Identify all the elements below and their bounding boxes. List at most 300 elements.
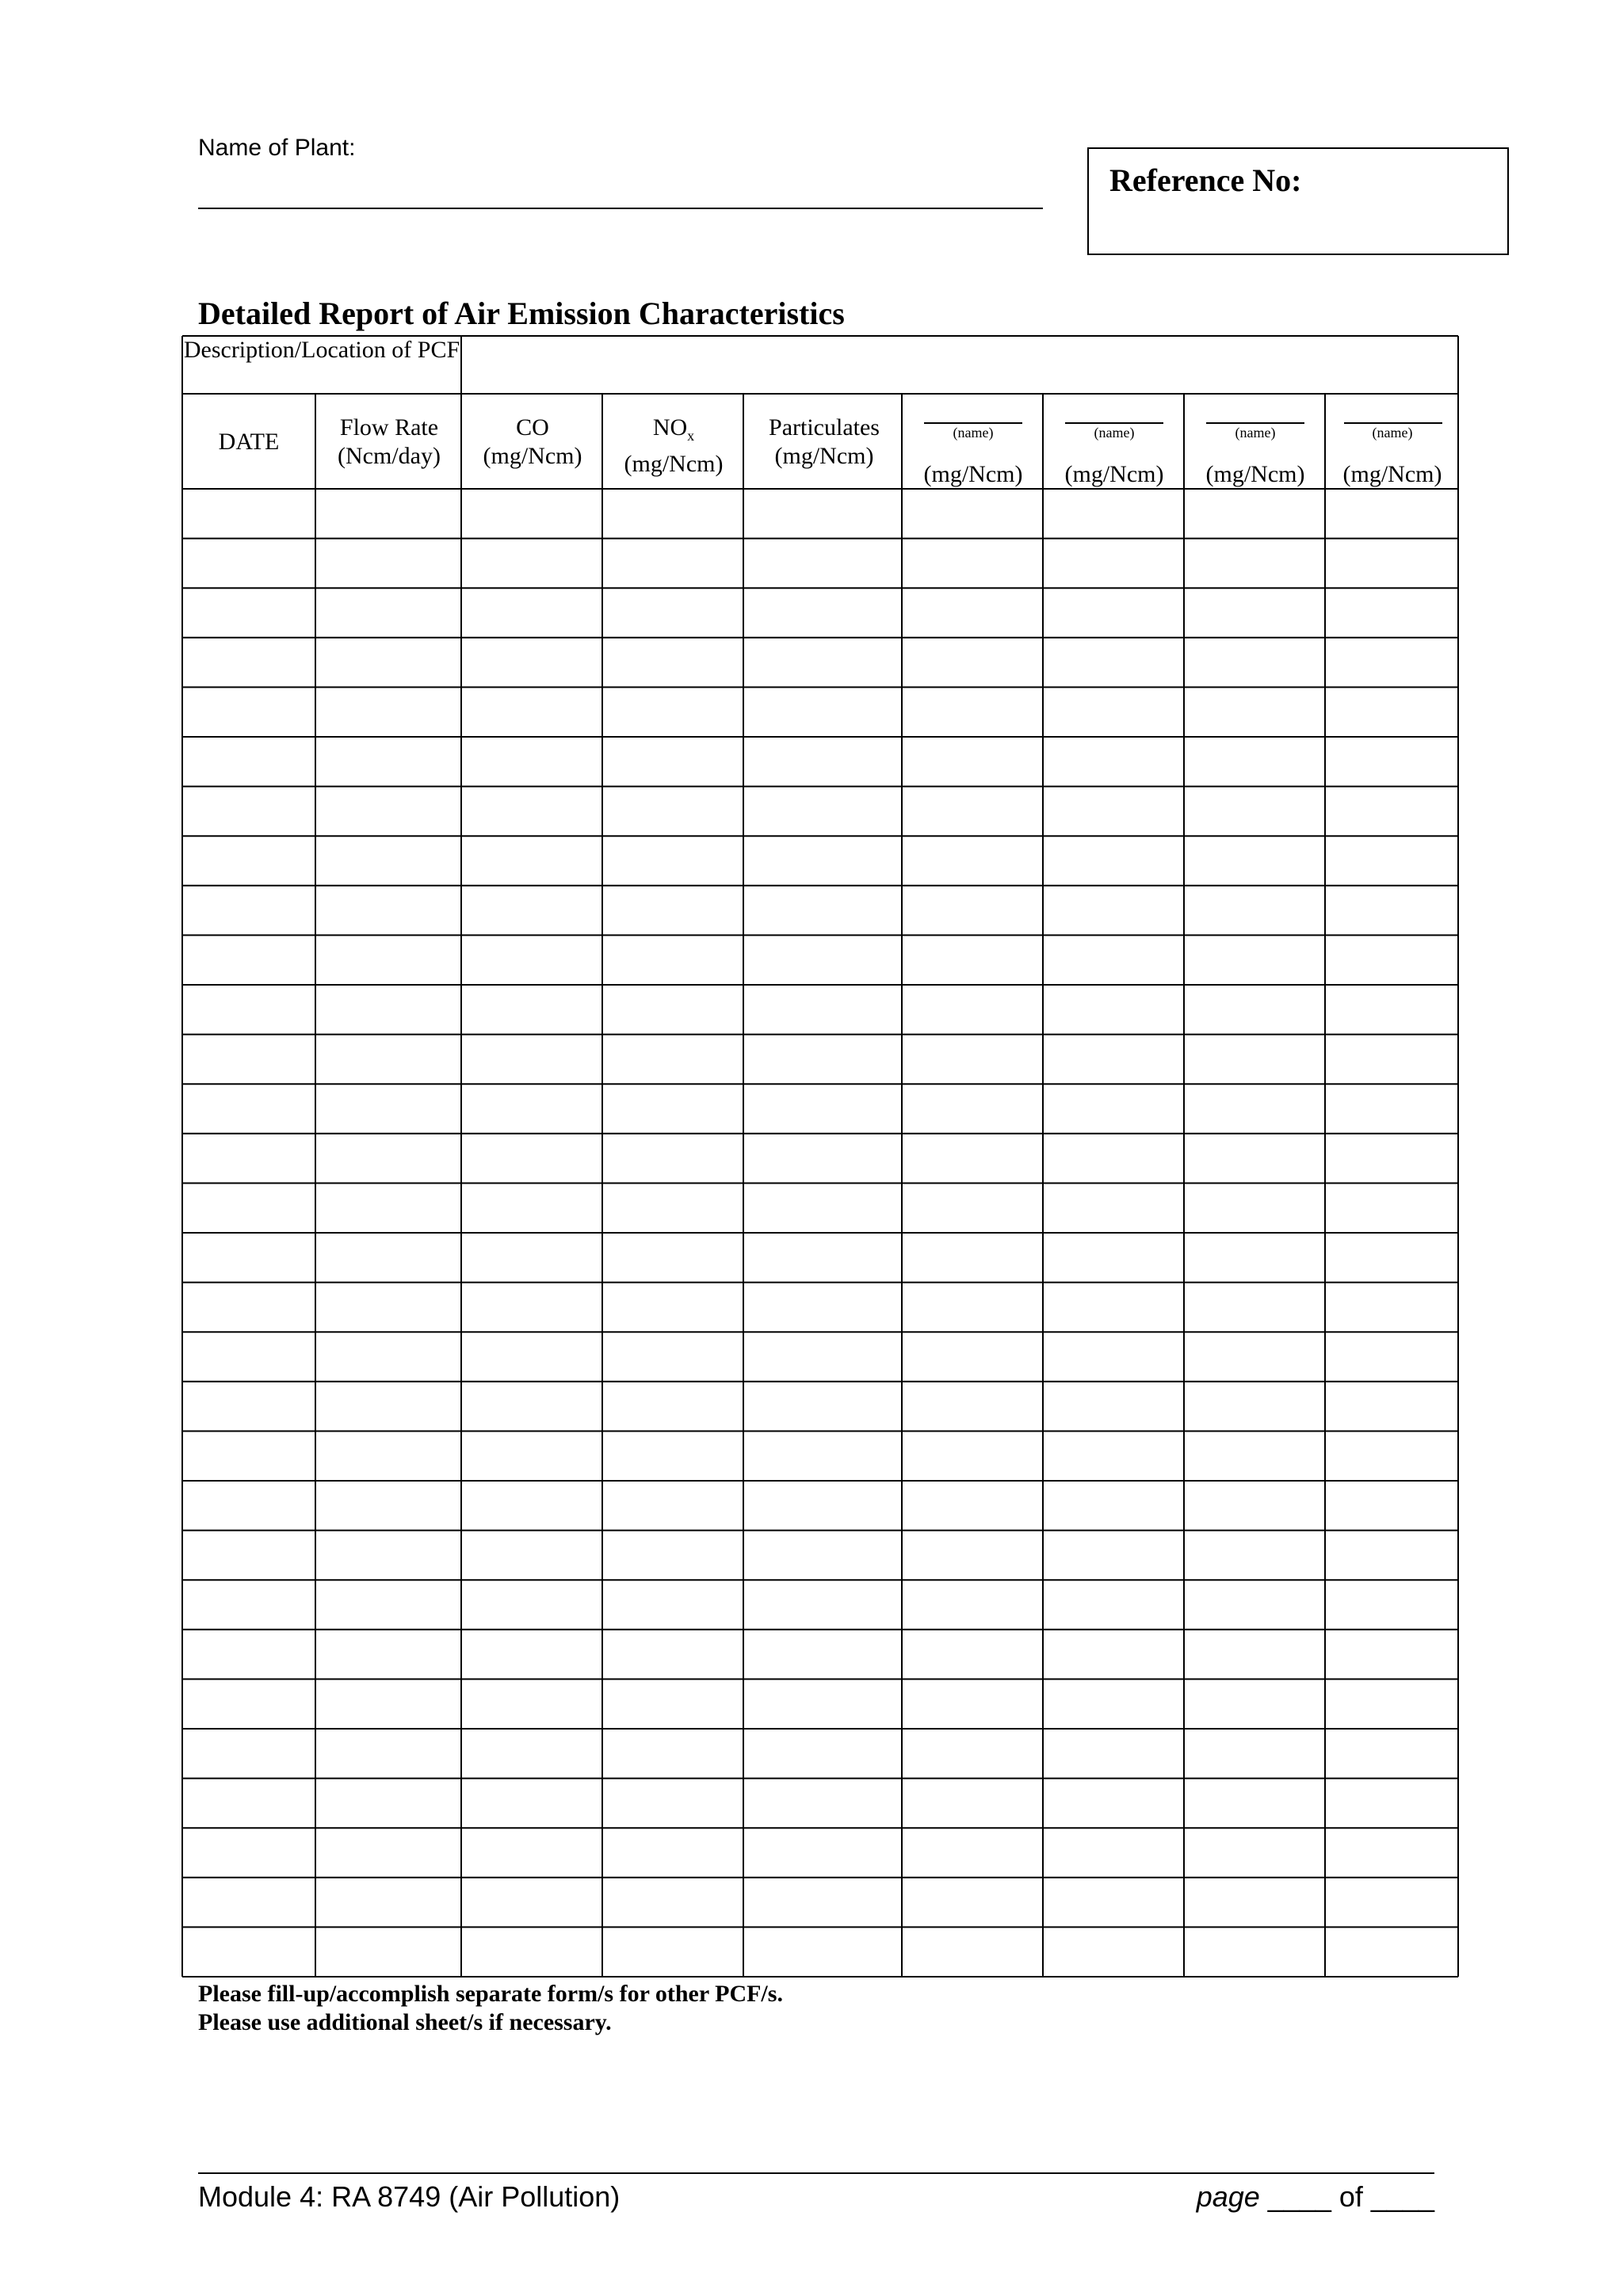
note-separate-forms: Please fill-up/accomplish separate form/s for other PCF/s. — [198, 1981, 783, 2007]
table-cell[interactable] — [903, 936, 1041, 983]
table-cell[interactable] — [463, 887, 601, 934]
table-cell[interactable] — [1327, 1085, 1457, 1132]
table-cell[interactable] — [903, 688, 1041, 735]
table-cell[interactable] — [745, 986, 900, 1033]
table-cell[interactable] — [1186, 986, 1323, 1033]
table-cell[interactable] — [1186, 1829, 1323, 1876]
table-cell[interactable] — [463, 1879, 601, 1926]
table-cell[interactable] — [604, 936, 742, 983]
table-cell[interactable] — [184, 1234, 314, 1281]
table-cell[interactable] — [1327, 1234, 1457, 1281]
table-cell[interactable] — [903, 788, 1041, 835]
table-cell[interactable] — [184, 986, 314, 1033]
table-cell[interactable] — [745, 1631, 900, 1678]
table-cell[interactable] — [463, 837, 601, 884]
table-cell[interactable] — [745, 1829, 900, 1876]
table-cell[interactable] — [463, 688, 601, 735]
table-cell[interactable] — [1044, 986, 1182, 1033]
table-cell[interactable] — [1044, 1879, 1182, 1926]
table-cell[interactable] — [604, 1333, 742, 1380]
table-cell[interactable] — [1186, 1284, 1323, 1331]
table-cell[interactable] — [745, 1333, 900, 1380]
table-cell[interactable] — [317, 1780, 460, 1827]
table-cell[interactable] — [1044, 1482, 1182, 1529]
table-cell[interactable] — [1044, 1184, 1182, 1231]
table-cell[interactable] — [1044, 639, 1182, 686]
table-cell[interactable] — [1044, 936, 1182, 983]
table-cell[interactable] — [1327, 1879, 1457, 1926]
table-cell[interactable] — [1327, 1730, 1457, 1777]
table-cell[interactable] — [317, 1184, 460, 1231]
table-cell[interactable] — [317, 540, 460, 587]
table-cell[interactable] — [1327, 1581, 1457, 1628]
table-cell[interactable] — [604, 1036, 742, 1083]
table-cell[interactable] — [184, 1184, 314, 1231]
table-cell[interactable] — [1044, 788, 1182, 835]
table-cell[interactable] — [463, 1432, 601, 1479]
table-cell[interactable] — [903, 1730, 1041, 1777]
extra-pollutant-2-name-hint: (name) — [1094, 425, 1135, 441]
table-cell[interactable] — [903, 837, 1041, 884]
table-cell[interactable] — [745, 1184, 900, 1231]
nox-label: $NO_x$ — [652, 414, 695, 444]
table-cell[interactable] — [745, 1581, 900, 1628]
table-cell[interactable] — [903, 1383, 1041, 1430]
extra-pollutant-1-name-field[interactable] — [924, 422, 1022, 424]
table-cell[interactable] — [1044, 738, 1182, 785]
table-cell[interactable] — [1327, 1680, 1457, 1727]
table-cell[interactable] — [745, 1532, 900, 1579]
table-cell[interactable] — [903, 887, 1041, 934]
table-cell[interactable] — [317, 1532, 460, 1579]
table-cell[interactable] — [317, 1482, 460, 1529]
table-cell[interactable] — [463, 1928, 601, 1975]
table-cell[interactable] — [745, 589, 900, 636]
table-cell[interactable] — [317, 936, 460, 983]
table-cell[interactable] — [604, 1680, 742, 1727]
table-cell[interactable] — [463, 1631, 601, 1678]
column-header-flow-rate — [317, 414, 461, 471]
table-cell[interactable] — [1044, 1829, 1182, 1876]
table-cell[interactable] — [1044, 1234, 1182, 1281]
table-cell[interactable] — [903, 540, 1041, 587]
table-cell[interactable] — [1186, 1928, 1323, 1975]
extra-pollutant-3-name-field[interactable] — [1206, 422, 1304, 424]
footer-module-label: Module 4: RA 8749 (Air Pollution) — [198, 2180, 621, 2213]
table-cell[interactable] — [317, 589, 460, 636]
table-cell[interactable] — [317, 1928, 460, 1975]
table-cell[interactable] — [1186, 540, 1323, 587]
table-cell[interactable] — [745, 1730, 900, 1777]
table-cell[interactable] — [604, 1284, 742, 1331]
plant-name-field[interactable] — [198, 208, 1043, 209]
table-cell[interactable] — [745, 1036, 900, 1083]
column-header-nox — [604, 414, 743, 479]
table-cell[interactable] — [1044, 1432, 1182, 1479]
table-cell[interactable] — [1044, 1333, 1182, 1380]
footer-of-blank[interactable]: ____ — [1362, 2180, 1434, 2213]
table-cell[interactable] — [604, 1928, 742, 1975]
table-cell[interactable] — [903, 1780, 1041, 1827]
table-cell[interactable] — [1186, 688, 1323, 735]
table-cell[interactable] — [1327, 688, 1457, 735]
table-cell[interactable] — [1044, 1532, 1182, 1579]
table-cell[interactable] — [1186, 1730, 1323, 1777]
table-cell[interactable] — [745, 540, 900, 587]
table-cell[interactable] — [1327, 540, 1457, 587]
table-cell[interactable] — [1327, 1284, 1457, 1331]
table-cell[interactable] — [604, 540, 742, 587]
table-cell[interactable] — [1044, 1383, 1182, 1430]
table-cell[interactable] — [903, 1333, 1041, 1380]
table-cell[interactable] — [903, 490, 1041, 537]
table-cell[interactable] — [1044, 837, 1182, 884]
table-cell[interactable] — [604, 1234, 742, 1281]
table-cell[interactable] — [463, 1284, 601, 1331]
table-cell[interactable] — [1186, 1581, 1323, 1628]
table-cell[interactable] — [463, 1730, 601, 1777]
extra-pollutant-1-unit: (mg/Ncm) — [923, 461, 1023, 487]
table-cell[interactable] — [317, 688, 460, 735]
table-cell[interactable] — [463, 788, 601, 835]
table-cell[interactable] — [1044, 887, 1182, 934]
table-cell[interactable] — [184, 540, 314, 587]
table-cell[interactable] — [184, 589, 314, 636]
table-cell[interactable] — [317, 1284, 460, 1331]
table-cell[interactable] — [1044, 1284, 1182, 1331]
table-cell[interactable] — [317, 1730, 460, 1777]
table-cell[interactable] — [903, 738, 1041, 785]
table-cell[interactable] — [463, 738, 601, 785]
table-cell[interactable] — [745, 1085, 900, 1132]
table-cell[interactable] — [317, 1581, 460, 1628]
table-cell[interactable] — [745, 1432, 900, 1479]
particulates-unit: (mg/Ncm) — [774, 443, 874, 469]
table-cell[interactable] — [1044, 1036, 1182, 1083]
table-cell[interactable] — [1327, 1532, 1457, 1579]
table-cell[interactable] — [184, 837, 314, 884]
table-cell[interactable] — [1044, 1928, 1182, 1975]
footer-divider — [198, 2172, 1434, 2174]
table-cell[interactable] — [184, 1383, 314, 1430]
table-cell[interactable] — [184, 1432, 314, 1479]
table-cell[interactable] — [1186, 738, 1323, 785]
table-cell[interactable] — [903, 986, 1041, 1033]
co-unit: (mg/Ncm) — [483, 443, 582, 469]
table-cell[interactable] — [1186, 1432, 1323, 1479]
table-cell[interactable] — [317, 1432, 460, 1479]
table-cell[interactable] — [463, 1333, 601, 1380]
table-cell[interactable] — [604, 1482, 742, 1529]
nox-unit: (mg/Ncm) — [624, 451, 724, 477]
table-cell[interactable] — [903, 1581, 1041, 1628]
table-cell[interactable] — [903, 1482, 1041, 1529]
table-cell[interactable] — [745, 1135, 900, 1182]
table-cell[interactable] — [1327, 837, 1457, 884]
table-cell[interactable] — [604, 837, 742, 884]
table-cell[interactable] — [1327, 986, 1457, 1033]
table-cell[interactable] — [903, 589, 1041, 636]
table-cell[interactable] — [745, 738, 900, 785]
reference-number-box[interactable] — [1087, 147, 1509, 255]
table-cell[interactable] — [604, 490, 742, 537]
table-cell[interactable] — [903, 1829, 1041, 1876]
table-cell[interactable] — [463, 1482, 601, 1529]
table-cell[interactable] — [184, 688, 314, 735]
table-cell[interactable] — [903, 1085, 1041, 1132]
table-cell[interactable] — [184, 738, 314, 785]
table-cell[interactable] — [184, 1581, 314, 1628]
table-cell[interactable] — [903, 1879, 1041, 1926]
table-cell[interactable] — [1186, 589, 1323, 636]
table-cell[interactable] — [463, 1085, 601, 1132]
table-cell[interactable] — [745, 1680, 900, 1727]
table-cell[interactable] — [604, 1532, 742, 1579]
table-cell[interactable] — [317, 1085, 460, 1132]
table-cell[interactable] — [745, 887, 900, 934]
table-cell[interactable] — [317, 738, 460, 785]
table-cell[interactable] — [317, 1631, 460, 1678]
table-cell[interactable] — [1327, 1432, 1457, 1479]
table-cell[interactable] — [463, 1680, 601, 1727]
table-cell[interactable] — [184, 1284, 314, 1331]
table-cell[interactable] — [604, 1184, 742, 1231]
table-cell[interactable] — [317, 639, 460, 686]
table-cell[interactable] — [604, 1432, 742, 1479]
table-cell[interactable] — [1044, 1135, 1182, 1182]
table-cell[interactable] — [1186, 1135, 1323, 1182]
table-cell[interactable] — [463, 936, 601, 983]
table-cell[interactable] — [745, 1482, 900, 1529]
table-cell[interactable] — [463, 1135, 601, 1182]
table-cell[interactable] — [604, 1780, 742, 1827]
table-cell[interactable] — [317, 1879, 460, 1926]
table-cell[interactable] — [317, 788, 460, 835]
table-cell[interactable] — [604, 1383, 742, 1430]
table-cell[interactable] — [184, 1928, 314, 1975]
table-cell[interactable] — [1327, 788, 1457, 835]
table-cell[interactable] — [1186, 1184, 1323, 1231]
table-cell[interactable] — [745, 1928, 900, 1975]
table-cell[interactable] — [184, 887, 314, 934]
table-cell[interactable] — [745, 688, 900, 735]
table-cell[interactable] — [903, 1928, 1041, 1975]
table-cell[interactable] — [184, 639, 314, 686]
table-cell[interactable] — [604, 1879, 742, 1926]
table-cell[interactable] — [184, 1135, 314, 1182]
table-cell[interactable] — [1186, 1631, 1323, 1678]
table-cell[interactable] — [184, 1780, 314, 1827]
table-cell[interactable] — [1327, 1829, 1457, 1876]
table-cell[interactable] — [463, 589, 601, 636]
table-cell[interactable] — [317, 837, 460, 884]
table-cell[interactable] — [1044, 1581, 1182, 1628]
table-cell[interactable] — [903, 1036, 1041, 1083]
table-cell[interactable] — [317, 887, 460, 934]
table-cell[interactable] — [1327, 490, 1457, 537]
table-cell[interactable] — [463, 1036, 601, 1083]
table-cell[interactable] — [184, 1085, 314, 1132]
table-cell[interactable] — [745, 1780, 900, 1827]
table-cell[interactable] — [184, 1730, 314, 1777]
footer-of-word: of — [1338, 2180, 1363, 2213]
table-cell[interactable] — [1186, 1383, 1323, 1430]
table-cell[interactable] — [1044, 688, 1182, 735]
table-cell[interactable] — [1327, 1135, 1457, 1182]
table-cell[interactable] — [745, 1284, 900, 1331]
table-cell[interactable] — [1044, 1631, 1182, 1678]
table-cell[interactable] — [1327, 1184, 1457, 1231]
table-cell[interactable] — [903, 1631, 1041, 1678]
table-cell[interactable] — [604, 986, 742, 1033]
table-cell[interactable] — [745, 788, 900, 835]
table-cell[interactable] — [317, 1036, 460, 1083]
table-cell[interactable] — [317, 1680, 460, 1727]
table-cell[interactable] — [1327, 936, 1457, 983]
table-cell[interactable] — [604, 1135, 742, 1182]
table-cell[interactable] — [1044, 540, 1182, 587]
table-cell[interactable] — [317, 1829, 460, 1876]
table-cell[interactable] — [604, 788, 742, 835]
description-location-field[interactable] — [463, 337, 1458, 394]
table-cell[interactable] — [317, 1383, 460, 1430]
table-cell[interactable] — [1186, 1482, 1323, 1529]
table-cell[interactable] — [184, 1631, 314, 1678]
table-cell[interactable] — [903, 1234, 1041, 1281]
extra-pollutant-2-name-field[interactable] — [1065, 422, 1163, 424]
table-cell[interactable] — [745, 1234, 900, 1281]
table-cell[interactable] — [604, 1730, 742, 1777]
description-location-label: Description/Location of PCF — [183, 337, 460, 363]
table-cell[interactable] — [604, 639, 742, 686]
table-cell[interactable] — [604, 589, 742, 636]
table-cell[interactable] — [1186, 887, 1323, 934]
table-cell[interactable] — [1327, 639, 1457, 686]
table-cell[interactable] — [317, 1333, 460, 1380]
table-cell[interactable] — [1327, 1036, 1457, 1083]
table-cell[interactable] — [1044, 1085, 1182, 1132]
table-cell[interactable] — [463, 1383, 601, 1430]
table-cell[interactable] — [184, 936, 314, 983]
table-cell[interactable] — [1186, 1680, 1323, 1727]
table-cell[interactable] — [184, 1532, 314, 1579]
table-cell[interactable] — [463, 540, 601, 587]
table-cell[interactable] — [903, 639, 1041, 686]
table-cell[interactable] — [903, 1135, 1041, 1182]
table-cell[interactable] — [1327, 1631, 1457, 1678]
table-cell[interactable] — [604, 1829, 742, 1876]
table-cell[interactable] — [317, 1234, 460, 1281]
table-cell[interactable] — [745, 936, 900, 983]
table-cell[interactable] — [463, 1184, 601, 1231]
table-cell[interactable] — [903, 1680, 1041, 1727]
table-cell[interactable] — [1186, 837, 1323, 884]
report-title: Detailed Report of Air Emission Characteristics — [198, 296, 845, 331]
table-cell[interactable] — [1186, 1879, 1323, 1926]
table-cell[interactable] — [463, 1780, 601, 1827]
table-cell[interactable] — [1044, 1730, 1182, 1777]
table-cell[interactable] — [1186, 490, 1323, 537]
column-header-date: DATE — [218, 429, 280, 455]
table-cell[interactable] — [463, 1234, 601, 1281]
table-cell[interactable] — [184, 490, 314, 537]
extra-pollutant-3-unit: (mg/Ncm) — [1205, 461, 1305, 487]
table-cell[interactable] — [1044, 490, 1182, 537]
table-cell[interactable] — [903, 1284, 1041, 1331]
table-cell[interactable] — [1327, 1333, 1457, 1380]
table-cell[interactable] — [463, 639, 601, 686]
table-cell[interactable] — [1186, 936, 1323, 983]
table-cell[interactable] — [184, 1482, 314, 1529]
table-cell[interactable] — [463, 1829, 601, 1876]
table-cell[interactable] — [184, 1829, 314, 1876]
table-cell[interactable] — [463, 1581, 601, 1628]
table-cell[interactable] — [1186, 639, 1323, 686]
table-cell[interactable] — [1186, 1780, 1323, 1827]
table-cell[interactable] — [1186, 1333, 1323, 1380]
table-cell[interactable] — [1327, 887, 1457, 934]
table-cell[interactable] — [1186, 1036, 1323, 1083]
table-cell[interactable] — [903, 1532, 1041, 1579]
extra-pollutant-4-name-field[interactable] — [1344, 422, 1442, 424]
table-cell[interactable] — [604, 688, 742, 735]
table-cell[interactable] — [317, 986, 460, 1033]
reference-number-label: Reference No: — [1109, 162, 1302, 198]
particulates-label: Particulates — [769, 414, 880, 441]
table-cell[interactable] — [604, 1581, 742, 1628]
table-cell[interactable] — [745, 1879, 900, 1926]
table-cell[interactable] — [463, 986, 601, 1033]
table-cell[interactable] — [184, 788, 314, 835]
table-cell[interactable] — [604, 1085, 742, 1132]
table-cell[interactable] — [317, 1135, 460, 1182]
table-cell[interactable] — [1327, 1383, 1457, 1430]
table-cell[interactable] — [463, 1532, 601, 1579]
plant-name-label: Name of Plant: — [198, 135, 356, 161]
table-cell[interactable] — [1327, 1482, 1457, 1529]
extra-pollutant-4-name-hint: (name) — [1372, 425, 1413, 441]
table-cell[interactable] — [1186, 1532, 1323, 1579]
table-cell[interactable] — [184, 1879, 314, 1926]
table-cell[interactable] — [604, 887, 742, 934]
table-cell[interactable] — [463, 490, 601, 537]
table-cell[interactable] — [184, 1680, 314, 1727]
table-cell[interactable] — [1186, 1234, 1323, 1281]
table-cell[interactable] — [1327, 1780, 1457, 1827]
table-cell[interactable] — [184, 1036, 314, 1083]
table-cell[interactable] — [1044, 1680, 1182, 1727]
table-cell[interactable] — [604, 738, 742, 785]
table-cell[interactable] — [1044, 589, 1182, 636]
table-cell[interactable] — [745, 837, 900, 884]
table-cell[interactable] — [745, 490, 900, 537]
table-cell[interactable] — [1044, 1780, 1182, 1827]
table-cell[interactable] — [1327, 589, 1457, 636]
table-cell[interactable] — [903, 1432, 1041, 1479]
table-cell[interactable] — [1186, 788, 1323, 835]
table-cell[interactable] — [1327, 738, 1457, 785]
table-cell[interactable] — [317, 490, 460, 537]
table-cell[interactable] — [1327, 1928, 1457, 1975]
extra-pollutant-3-name-hint: (name) — [1235, 425, 1276, 441]
table-cell[interactable] — [604, 1631, 742, 1678]
table-cell[interactable] — [903, 1184, 1041, 1231]
footer-page-blank[interactable]: ____ — [1259, 2180, 1339, 2213]
table-cell[interactable] — [1186, 1085, 1323, 1132]
table-cell[interactable] — [745, 1383, 900, 1430]
table-cell[interactable] — [184, 1333, 314, 1380]
table-cell[interactable] — [745, 639, 900, 686]
